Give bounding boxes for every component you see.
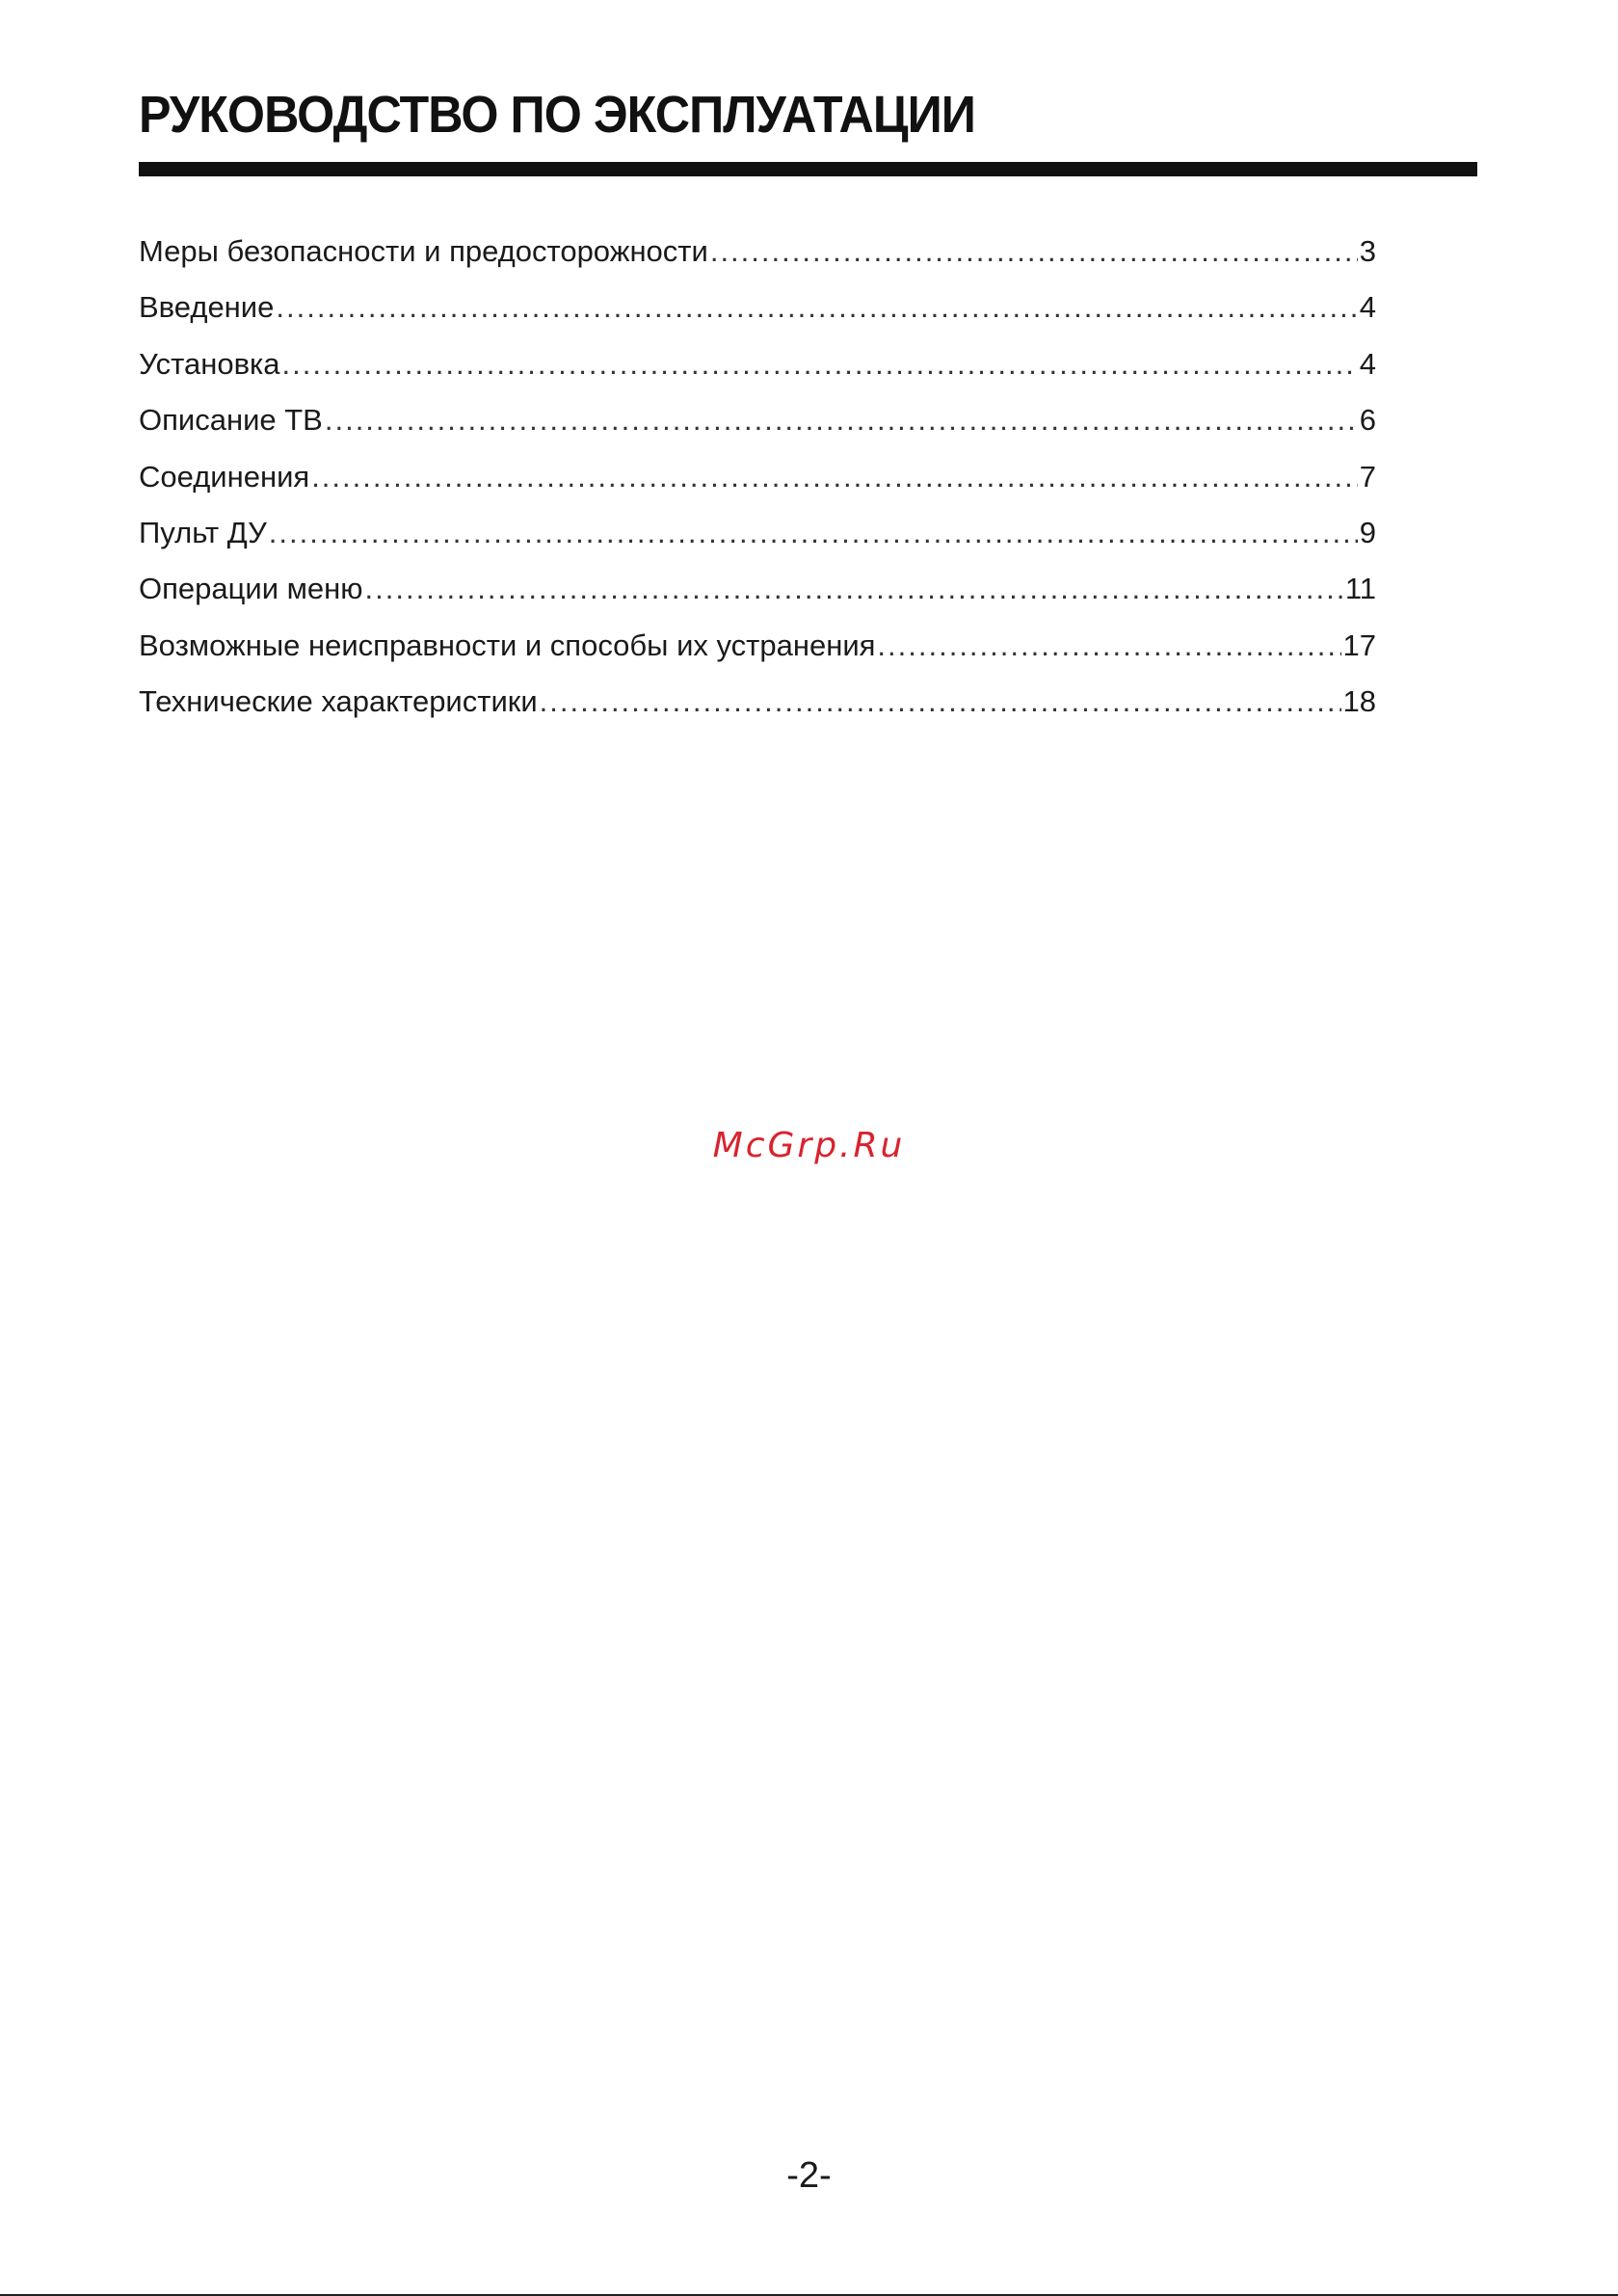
toc-entry-tv-description[interactable]: [139, 397, 1376, 453]
toc-entry-page: 9: [1359, 515, 1376, 549]
toc-entry-label: Технические характеристики: [139, 684, 538, 719]
toc-leader-dots: [325, 397, 1358, 443]
page-number: -2-: [786, 2155, 832, 2196]
toc-entry-page: 17: [1342, 627, 1376, 662]
toc-entry-label: Возможные неисправности и способы их устранения: [139, 627, 876, 662]
toc-entry-installation[interactable]: [139, 341, 1376, 397]
toc-entry-label: Пульт ДУ: [139, 515, 267, 549]
page-title: РУКОВОДСТВО ПО ЭКСПЛУАТАЦИИ: [139, 86, 975, 144]
toc-entry-label: Соединения: [139, 459, 310, 494]
watermark-text: McGrp.Ru: [712, 1126, 906, 1165]
toc-entry-page: 11: [1344, 572, 1376, 606]
toc-leader-dots: [276, 284, 1357, 331]
toc-entry-menu-operations[interactable]: [139, 566, 1376, 622]
toc-entry-page: 4: [1359, 346, 1376, 381]
toc-entry-troubleshooting[interactable]: [139, 623, 1376, 679]
toc-leader-dots: [311, 454, 1358, 500]
toc-entry-page: 3: [1359, 234, 1376, 268]
toc-leader-dots: [877, 623, 1340, 669]
toc-leader-dots: [710, 228, 1358, 275]
title-rule: [139, 162, 1477, 176]
toc-leader-dots: [365, 566, 1343, 612]
toc-entry-label: Описание ТВ: [139, 403, 323, 438]
toc-entry-label: Операции меню: [139, 572, 363, 606]
toc-leader-dots: [269, 510, 1358, 556]
table-of-contents: [139, 228, 1376, 735]
toc-entry-label: Введение: [139, 290, 275, 325]
toc-entry-label: Установка: [139, 346, 280, 381]
toc-leader-dots: [282, 341, 1358, 387]
toc-entry-introduction[interactable]: [139, 284, 1376, 340]
toc-entry-page: 18: [1342, 684, 1376, 719]
toc-entry-page: 4: [1359, 290, 1376, 325]
toc-entry-page: 7: [1359, 459, 1376, 494]
toc-entry-connections[interactable]: [139, 454, 1376, 510]
toc-entry-safety[interactable]: [139, 228, 1376, 284]
toc-entry-specifications[interactable]: [139, 679, 1376, 734]
toc-leader-dots: [540, 679, 1341, 725]
toc-entry-remote-control[interactable]: [139, 510, 1376, 566]
toc-entry-page: 6: [1359, 403, 1376, 438]
toc-entry-label: Меры безопасности и предосторожности: [139, 234, 708, 268]
